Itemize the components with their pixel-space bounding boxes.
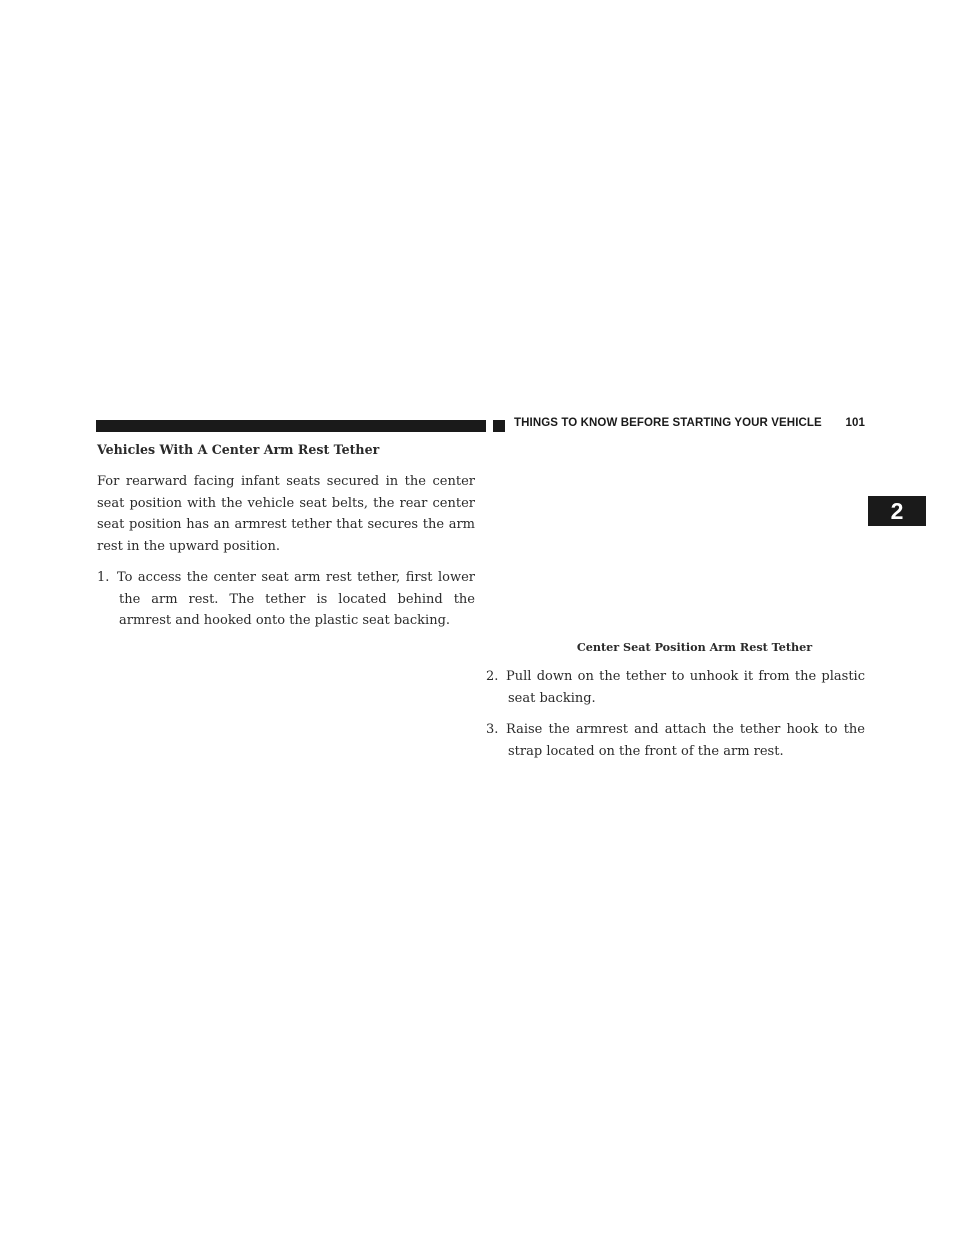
left-column — [97, 442, 475, 642]
step-text: To access the center seat arm rest tether, first lower the arm rest. The tether is located behind the armrest and hooked onto the plastic seat backing. — [117, 570, 475, 628]
figure-caption: Center Seat Position Arm Rest Tether — [576, 640, 813, 654]
header-title: THINGS TO KNOW BEFORE STARTING YOUR VEHICLE — [514, 417, 822, 429]
page-number: 101 — [845, 417, 865, 429]
step-number: 3. — [486, 722, 499, 737]
right-column — [486, 640, 865, 772]
step-text: Pull down on the tether to unhook it from the plastic seat backing. — [506, 669, 865, 706]
header-rule — [96, 420, 486, 432]
step-text: Raise the armrest and attach the tether hook to the strap located on the front of the arm rest. — [506, 722, 865, 759]
step-2 — [486, 666, 865, 709]
chapter-tab: 2 — [868, 496, 926, 526]
step-3 — [486, 719, 865, 762]
step-1 — [97, 567, 475, 632]
running-header — [500, 417, 865, 429]
step-number: 1. — [97, 570, 110, 585]
section-heading: Vehicles With A Center Arm Rest Tether — [97, 442, 380, 457]
intro-paragraph: For rearward facing infant seats secured in the center seat position with the vehicle seat belts, the rear center seat position has an armrest tether that secures the arm rest in the upward position. — [97, 474, 475, 554]
step-number: 2. — [486, 669, 499, 684]
